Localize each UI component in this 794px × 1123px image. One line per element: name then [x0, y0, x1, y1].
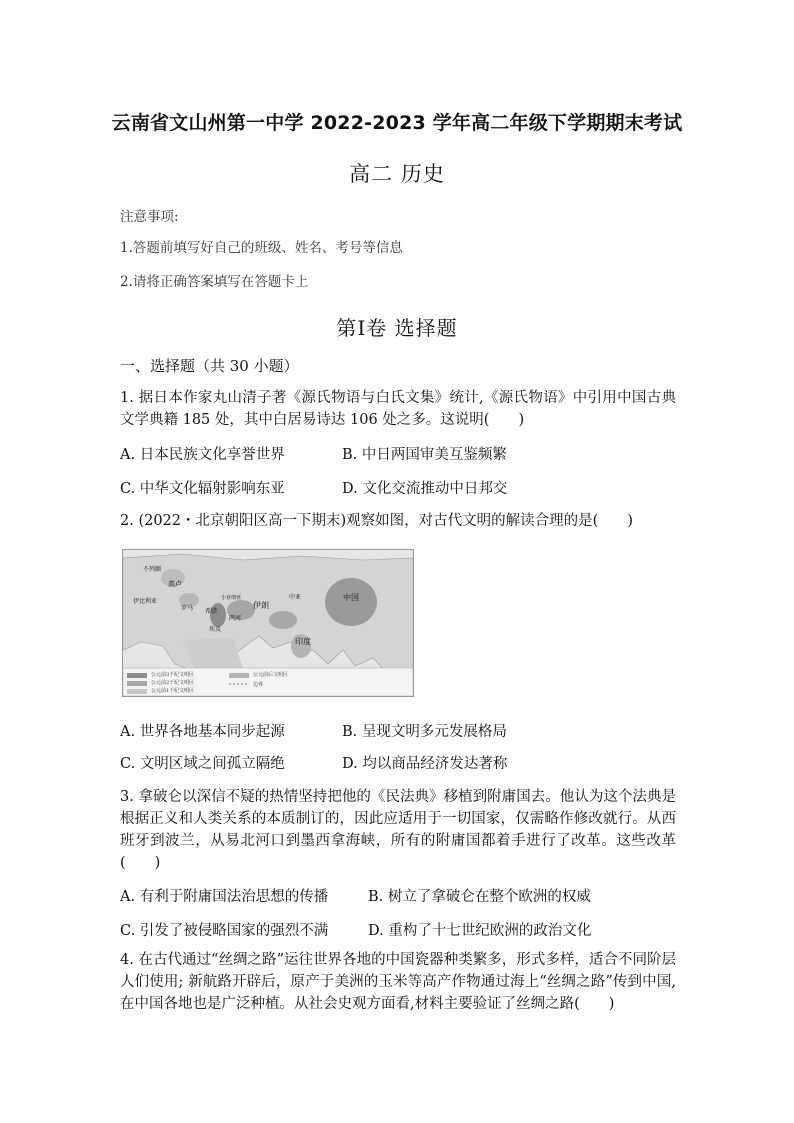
part-title: 一、选择题（共 30 小题） — [120, 357, 299, 375]
map-label-anatolia: 小亚细亚 — [221, 595, 242, 601]
map-label-rome: 罗马 — [181, 605, 194, 612]
map-label-central-asia: 中亚 — [289, 594, 302, 601]
map-legend-1: 公元前3千纪文明区 — [151, 672, 195, 678]
question-4-stem: 4. 在古代通过“丝绸之路”运往世界各地的中国瓷器种类繁多，形式多样，适合不同阶层人们使用; 新航路开辟后，原产于美洲的玉米等高产作物通过海上“丝绸之路”传到中国,在中国各地也是广泛种植。从社会史观方面看,材料主要验证了丝绸之路( ) — [120, 952, 676, 1012]
map-legend-2: 公元前2千纪文明区 — [151, 680, 195, 686]
map-label-greece: 希腊 — [205, 608, 218, 615]
map-label-iberia: 伊比利亚 — [133, 598, 158, 605]
question-2-stem: 2. (2022・北京朝阳区高一下期末)观察如图，对古代文明的解读合理的是( ) — [120, 513, 633, 529]
map-legend-4: 公元前后文明区 — [253, 672, 289, 678]
question-1-option-b: B. 中日两国审美互鉴频繁 — [342, 447, 507, 463]
question-3-option-d: D. 重构了十七世纪欧洲的政治文化 — [368, 923, 592, 939]
map-label-brit: 不列颠 — [143, 566, 162, 573]
exam-title: 云南省文山州第一中学 2022-2023 学年高二年级下学期期末考试 — [111, 112, 683, 134]
map-label-india: 印度 — [295, 637, 311, 646]
map-label-egypt: 埃及 — [209, 626, 222, 633]
notice-heading: 注意事项: — [120, 209, 179, 225]
question-2-option-b: B. 呈现文明多元发展格局 — [342, 724, 507, 740]
notice-item-2: 2.请将正确答案填写在答题卡上 — [120, 274, 309, 290]
notice-item-1: 1.答题前填写好自己的班级、姓名、考号等信息 — [120, 240, 403, 256]
question-3-option-c: C. 引发了被侵略国家的强烈不满 — [120, 923, 329, 939]
question-1-option-c: C. 中华文化辐射影响东亚 — [120, 481, 285, 497]
map-label-iran: 伊朗 — [253, 601, 269, 610]
map-label-mesopotamia: 两河 — [229, 615, 242, 622]
question-1-option-a: A. 日本民族文化享誉世界 — [120, 447, 285, 463]
map-label-gaul: 高卢 — [168, 580, 182, 588]
map-legend-5: 边界 — [253, 682, 264, 688]
map-legend-3: 公元前1千纪文明区 — [151, 688, 195, 694]
section-title: 第Ⅰ卷 选择题 — [336, 316, 458, 340]
question-3-option-b: B. 树立了拿破仑在整个欧洲的权威 — [368, 889, 591, 905]
question-3-stem: 3. 拿破仑以深信不疑的热情坚持把他的《民法典》移植到附庸国去。他认为这个法典是根据正义和人类关系的本质制订的，因此应适用于一切国家，仅需略作修改就行。从西班牙到波兰，从易北河口到墨西拿海峡，所有的附庸国都着手进行了改革。这些改革( ) — [120, 789, 676, 871]
ancient-civilization-map — [122, 549, 414, 697]
question-3-option-a: A. 有利于附庸国法治思想的传播 — [120, 889, 329, 905]
map-label-china: 中国 — [343, 593, 359, 602]
question-1-stem: 1. 据日本作家丸山清子著《源氏物语与白氏文集》统计,《源氏物语》中引用中国古典文学典籍 185 处，其中白居易诗达 106 处之多。这说明( ) — [120, 390, 676, 428]
question-1-option-d: D. 文化交流推动中日邦交 — [342, 481, 508, 497]
question-2-option-d: D. 均以商品经济发达著称 — [342, 756, 508, 772]
question-2-option-c: C. 文明区域之间孤立隔绝 — [120, 756, 285, 772]
question-2-option-a: A. 世界各地基本同步起源 — [120, 724, 285, 740]
exam-subtitle: 高二 历史 — [349, 162, 445, 186]
